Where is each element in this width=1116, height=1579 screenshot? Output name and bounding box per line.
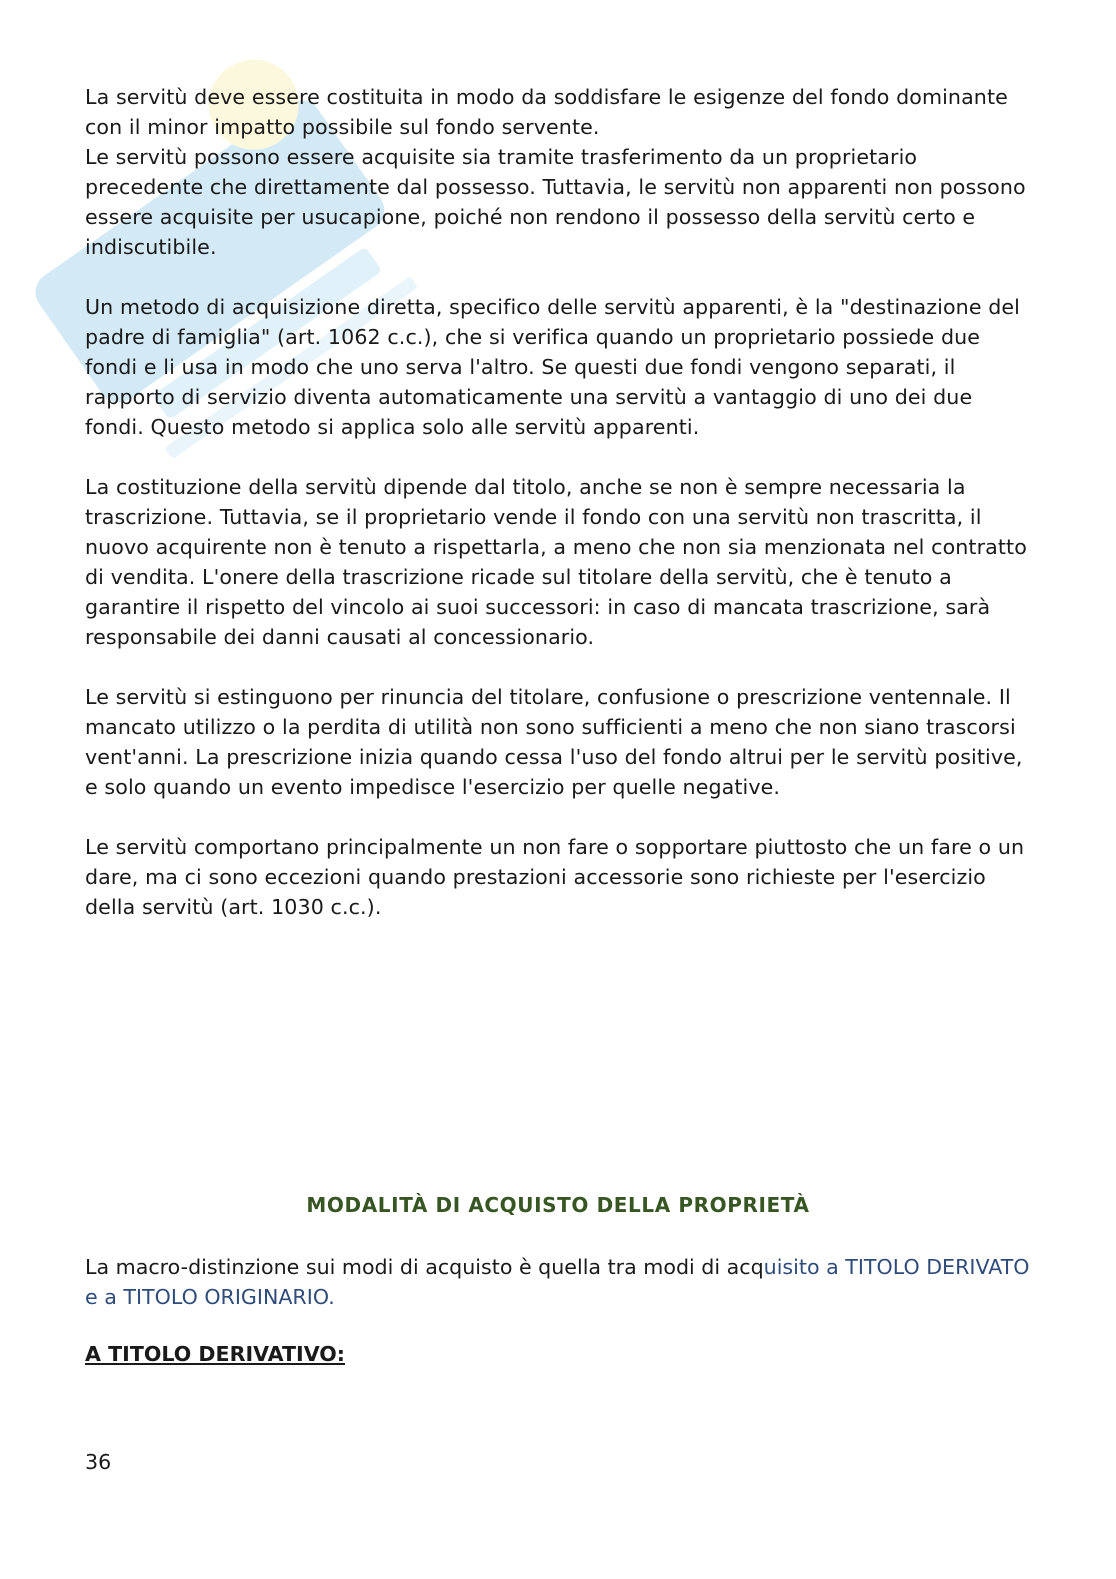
- section-heading: MODALITÀ DI ACQUISTO DELLA PROPRIETÀ: [306, 1193, 810, 1217]
- paragraph: La servitù deve essere costituita in modo da soddisfare le esigenze del fondo dominante con il minor impatto possibile sul fondo servente.: [85, 85, 1008, 139]
- intro-highlight-text: uisito a TITOLO DERIVATO e a TITOLO ORIGINARIO.: [85, 1255, 1030, 1309]
- paragraph: Le servitù si estinguono per rinuncia del titolare, confusione o prescrizione ventennale. Il mancato utilizzo o la perdita di utilità non sono sufficienti a meno che non siano trascorsi vent'anni. La prescrizione inizia quando cessa l'uso del fondo altrui per le servitù positive, e solo quando un evento impedisce l'esercizio per quelle negative.: [85, 685, 1023, 799]
- body-text: [85, 82, 1035, 952]
- paragraph: Le servitù comportano principalmente un non fare o sopportare piuttosto che un fare o un dare, ma ci sono eccezioni quando prestazioni accessorie sono richieste per l'esercizio della servitù (art. 1030 c.c.).: [85, 835, 1025, 919]
- intro-text: La macro-distinzione sui modi di acquisto è quella tra modi di acq: [85, 1255, 764, 1279]
- paragraph: Le servitù possono essere acquisite sia tramite trasferimento da un proprietario precedente che direttamente dal possesso. Tuttavia, le servitù non apparenti non possono essere acquisite per usucapione, poiché non rendono il possesso della servitù certo e indiscutibile.: [85, 145, 1026, 259]
- paragraph: La costituzione della servitù dipende dal titolo, anche se non è sempre necessaria la trascrizione. Tuttavia, se il proprietario vende il fondo con una servitù non trascritta, il nuovo acquirente non è tenuto a rispettarla, a meno che non sia menzionata nel contratto di vendita. L'onere della trascrizione ricade sul titolare della servitù, che è tenuto a garantire il rispetto del vincolo ai suoi successori: in caso di mancata trascrizione, sarà responsabile dei danni causati al concessionario.: [85, 475, 1027, 649]
- subheading: A TITOLO DERIVATIVO:: [85, 1342, 346, 1366]
- intro-paragraph: [85, 1252, 1035, 1312]
- paragraph: Un metodo di acquisizione diretta, specifico delle servitù apparenti, è la "destinazione del padre di famiglia" (art. 1062 c.c.), che si verifica quando un proprietario possiede due fondi e li usa in modo che uno serva l'altro. Se questi due fondi vengono separati, il rapporto di servizio diventa automaticamente una servitù a vantaggio di uno dei due fondi. Questo metodo si applica solo alle servitù apparenti.: [85, 295, 1021, 439]
- page-number: 36: [85, 1450, 112, 1474]
